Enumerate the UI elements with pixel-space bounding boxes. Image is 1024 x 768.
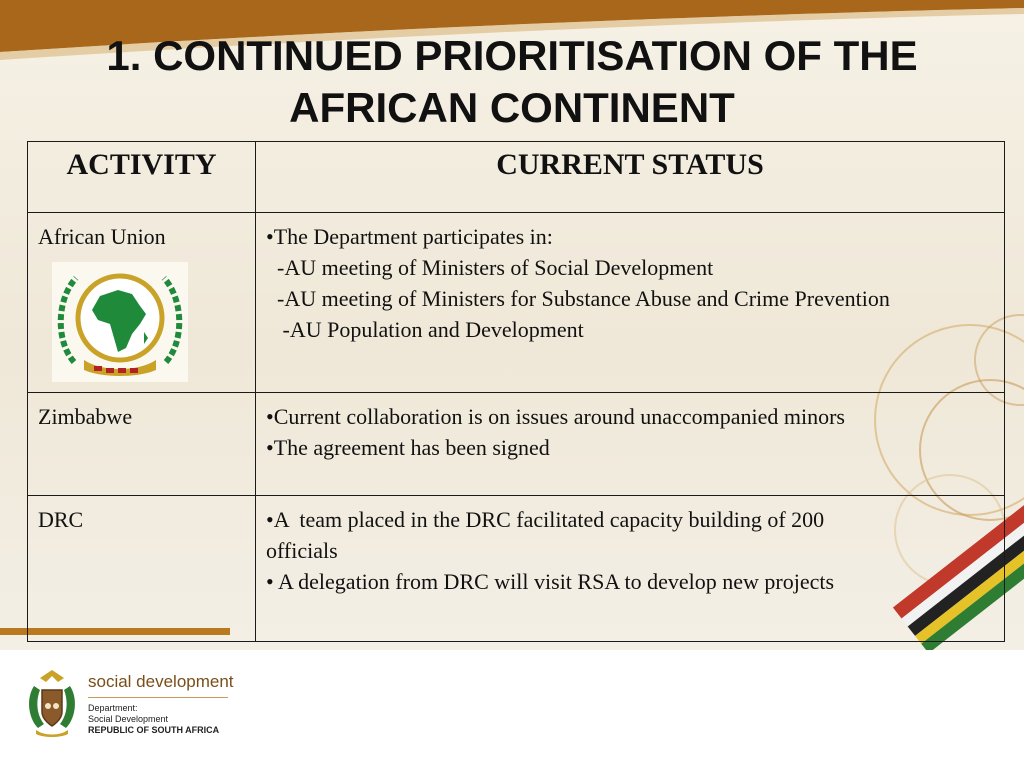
table-row <box>28 393 1005 496</box>
header-current-status: CURRENT STATUS <box>256 142 1005 213</box>
status-line: -AU Population and Development <box>266 317 584 342</box>
brand-sub-line: Social Development <box>88 714 169 724</box>
african-union-emblem <box>52 262 188 382</box>
status-table <box>27 141 1005 642</box>
status-cell <box>256 213 1005 393</box>
activity-label: DRC <box>38 507 84 532</box>
activity-cell <box>28 393 256 496</box>
status-line: -AU meeting of Ministers for Substance Abuse and Crime Prevention <box>266 286 890 311</box>
status-cell <box>256 496 1005 642</box>
title-line-1: 1. CONTINUED PRIORITISATION OF THE <box>106 32 918 79</box>
coat-of-arms-icon <box>24 668 80 738</box>
status-line: •The agreement has been signed <box>266 435 550 460</box>
status-line: •The Department participates in: <box>266 224 553 249</box>
title-line-2: AFRICAN CONTINENT <box>289 84 735 131</box>
brand-name: social development <box>88 672 234 691</box>
table-header-row <box>28 142 1005 213</box>
header-activity: ACTIVITY <box>28 142 256 213</box>
activity-cell <box>28 496 256 642</box>
status-line: officials <box>266 538 338 563</box>
table-row <box>28 213 1005 393</box>
brand-divider <box>88 697 228 698</box>
status-line: •A team placed in the DRC facilitated capacity building of 200 <box>266 507 825 532</box>
status-line: • A delegation from DRC will visit RSA to develop new projects <box>266 569 835 594</box>
status-line: •Current collaboration is on issues around unaccompanied minors <box>266 404 845 429</box>
brand-sub-line: Department: <box>88 703 138 713</box>
activity-label: African Union <box>38 224 166 249</box>
status-cell <box>256 393 1005 496</box>
status-line: -AU meeting of Ministers of Social Development <box>266 255 714 280</box>
activity-label: Zimbabwe <box>38 404 133 429</box>
brand-sub-line: REPUBLIC OF SOUTH AFRICA <box>88 725 220 735</box>
brand-subtitle <box>88 703 219 736</box>
page-title <box>0 30 1024 134</box>
table-row <box>28 496 1005 642</box>
activity-cell <box>28 213 256 393</box>
